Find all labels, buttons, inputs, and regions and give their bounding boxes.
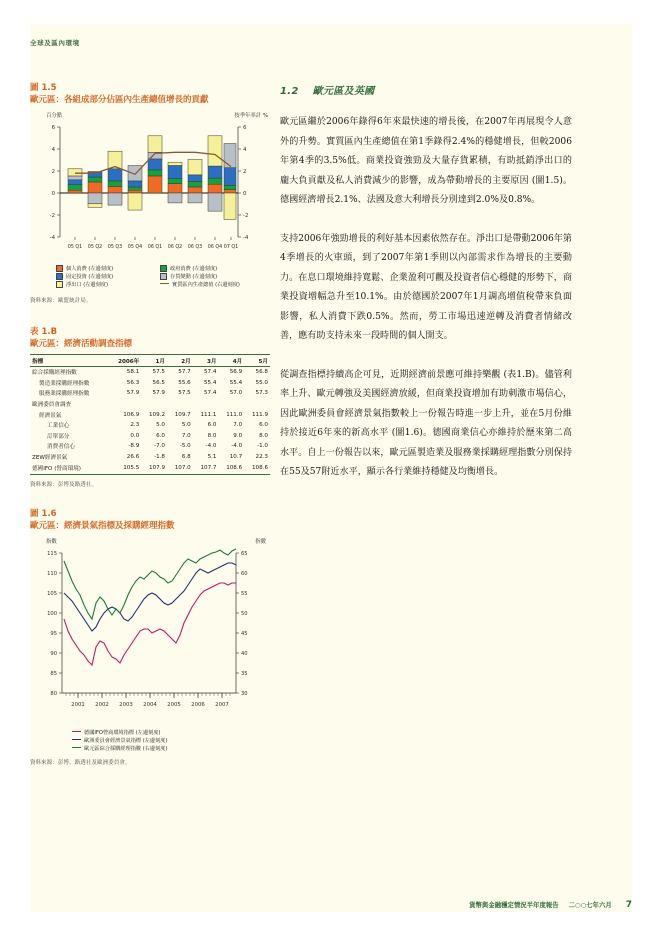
cell: 57.9 xyxy=(126,390,140,397)
legend-swatch-real-gdp xyxy=(160,283,169,284)
svg-text:0: 0 xyxy=(51,190,55,197)
legend-label-government-consumption: 政府消費 (左邊刻度) xyxy=(170,265,218,272)
figure-1-6-title: 歐元區：經濟景氣指標及採購經理指數 xyxy=(30,521,175,532)
figure-1-6-number: 圖 1.6 xyxy=(30,509,57,520)
table-header-row xyxy=(30,355,270,367)
footer-date: 二○○七年六月 xyxy=(568,901,612,909)
figure-1-6-left-axis-label: 指數 xyxy=(46,538,57,545)
cell: 6.0 xyxy=(259,422,268,429)
page-number: 7 xyxy=(625,900,632,910)
cell: 57.4 xyxy=(204,369,217,376)
figure-1-6-source: 資料來源：彭博、路透社及歐洲委員會。 xyxy=(30,759,131,766)
cell: 57.7 xyxy=(178,369,191,376)
legend-item-esi xyxy=(72,737,168,744)
table-col-feb: 2月 xyxy=(167,355,193,367)
table-1-b-number: 表 1.B xyxy=(30,326,58,337)
cell: 8.0 xyxy=(207,432,217,439)
cell: 107.7 xyxy=(193,462,219,474)
paragraph-1: 歐元區繼於2006年錄得6年來最快速的增長後，在2007年再展現令人意外的升勢。實質區內生產總值在第1季錄得2.4%的穩健增長，但較2006年第4季的3.5%低。商業投資強勁及大量存貨累積，有助抵銷淨出口的龐大負貢獻及私人消費減少的影響，成為帶動增長的主要原因 (圖1.5)。德國經濟增長2.1%、法國及意大利增長分別達到2.0%及0.8%。 xyxy=(280,117,572,205)
figure-1-6-block xyxy=(30,508,270,766)
cell: 8.0 xyxy=(259,432,268,439)
figure-1-5-svg xyxy=(30,119,270,259)
legend-swatch-net-exports xyxy=(56,281,63,288)
cell: 109.7 xyxy=(174,411,191,418)
cell: 111.1 xyxy=(200,411,217,418)
svg-text:100: 100 xyxy=(47,610,57,617)
svg-text:2: 2 xyxy=(243,168,247,175)
cell: 107.0 xyxy=(167,462,193,474)
cell xyxy=(167,399,193,410)
cell: 7.0 xyxy=(181,432,191,439)
legend-item-government-consumption xyxy=(160,265,217,272)
table-1-b-title: 歐元區：經濟活動調查指標 xyxy=(30,338,133,349)
cell: -1.0 xyxy=(257,443,268,450)
cell: 111.0 xyxy=(226,411,243,418)
row-label: 綜合採購經理指數 xyxy=(32,370,77,377)
table-1-b xyxy=(30,354,270,475)
table-col-may: 5月 xyxy=(244,355,270,367)
figure-1-5-chart xyxy=(30,111,270,261)
svg-text:60: 60 xyxy=(241,570,248,577)
figure-1-6-pmi-line xyxy=(64,549,236,619)
svg-text:65: 65 xyxy=(241,550,248,557)
svg-text:35: 35 xyxy=(241,670,248,677)
legend-swatch-fixed-investment xyxy=(56,273,63,280)
legend-swatch-inventory-change xyxy=(160,273,167,280)
section-number: 1.2 xyxy=(280,86,299,97)
cell: -1.8 xyxy=(154,454,165,461)
svg-text:6: 6 xyxy=(243,124,247,131)
svg-text:05 Q3: 05 Q3 xyxy=(107,244,123,250)
legend-item-net-exports xyxy=(56,281,108,288)
figure-1-5-source: 資料來源：歐盟統計局。 xyxy=(30,297,92,304)
cell: 111.9 xyxy=(251,411,268,418)
cell: 56.9 xyxy=(229,369,243,376)
legend-item-private-consumption xyxy=(56,265,113,272)
table-row xyxy=(30,399,270,410)
legend-item-ifo xyxy=(72,729,161,736)
svg-text:06 Q3: 06 Q3 xyxy=(187,244,203,250)
figure-1-5-number: 圖 1.5 xyxy=(30,83,57,93)
table-row xyxy=(30,409,270,420)
cell: 0.0 xyxy=(130,432,140,439)
legend-item-inventory-change xyxy=(160,273,217,280)
svg-text:2007: 2007 xyxy=(215,701,229,708)
svg-text:115: 115 xyxy=(47,550,57,557)
table-row xyxy=(30,462,270,474)
row-label: 經濟景氣 xyxy=(39,412,62,419)
legend-swatch-private-consumption xyxy=(56,265,63,272)
cell: 57.9 xyxy=(152,390,165,397)
svg-text:80: 80 xyxy=(50,690,57,697)
svg-text:105: 105 xyxy=(47,590,57,597)
svg-text:40: 40 xyxy=(241,650,248,657)
svg-text:2006: 2006 xyxy=(191,701,205,708)
cell: 55.6 xyxy=(178,379,191,386)
figure-1-5-right-axis-label: 按季年率計 % xyxy=(234,112,268,119)
table-col-jan: 1月 xyxy=(141,355,167,367)
svg-text:55: 55 xyxy=(241,590,248,597)
svg-text:45: 45 xyxy=(241,630,248,637)
legend-label-pmi: 歐元區綜合採購經理指數 (右邊刻度) xyxy=(84,745,168,752)
cell: 57.4 xyxy=(204,390,217,397)
table-col-mar: 3月 xyxy=(193,355,219,367)
table-row xyxy=(30,420,270,431)
cell: 9.0 xyxy=(233,432,243,439)
svg-text:07 Q1: 07 Q1 xyxy=(223,244,239,250)
legend-label-ifo: 德國IFO營商環境指標 (左邊刻度) xyxy=(84,729,161,736)
legend-label-esi: 歐洲委員會經濟景氣指標 (左邊刻度) xyxy=(84,737,168,744)
legend-label-real-gdp: 實質區內生產總值 (右邊刻度) xyxy=(172,281,240,288)
svg-text:2005: 2005 xyxy=(167,701,181,708)
figure-1-6-svg xyxy=(30,545,270,725)
row-label: 訂單部分 xyxy=(47,433,70,440)
svg-text:2001: 2001 xyxy=(71,701,85,708)
section-title: 歐元區及英國 xyxy=(312,86,375,97)
svg-text:05 Q4: 05 Q4 xyxy=(127,244,143,250)
cell: -4.0 xyxy=(205,443,217,450)
cell: 56.8 xyxy=(255,369,268,376)
figure-1-5-legend xyxy=(30,265,270,291)
paragraph-3: 從調查指標持續高企可見，近期經濟前景應可維持樂觀 (表1.B)。儘管利率上升、歐元轉強及美國經濟放緩，但商業投資增加有助刺激市場信心，因此歐洲委員會經濟景氣指數較上一份報告時進一步上升，並在5月份維持於接近6年來的新高水平 (圖1.6)。德國商業信心亦維持於歷來第二高水平。自上一份報告以來，歐元區製造業及服務業採購經理指數分別保持在55及57附近水平，顯示各行業維持穩健及均衡增長。 xyxy=(280,369,572,477)
svg-text:6: 6 xyxy=(51,124,55,131)
cell: 6.0 xyxy=(207,422,217,429)
svg-text:06 Q1: 06 Q1 xyxy=(147,244,163,250)
cell: 56.3 xyxy=(126,379,140,386)
legend-swatch-esi xyxy=(72,739,81,740)
svg-text:90: 90 xyxy=(50,650,57,657)
table-col-2006: 2006年 xyxy=(109,355,141,367)
right-column xyxy=(280,82,572,502)
cell: 105.5 xyxy=(109,462,141,474)
svg-text:50: 50 xyxy=(241,610,248,617)
svg-text:4: 4 xyxy=(243,146,247,153)
cell: 7.0 xyxy=(233,422,243,429)
svg-text:05 Q1: 05 Q1 xyxy=(67,244,83,250)
cell: -8.9 xyxy=(128,443,140,450)
svg-text:95: 95 xyxy=(50,630,57,637)
legend-item-real-gdp xyxy=(160,281,240,288)
svg-text:110: 110 xyxy=(47,570,57,577)
cell: 109.2 xyxy=(148,411,165,418)
left-column xyxy=(30,82,270,766)
figure-1-5-block xyxy=(30,82,270,304)
legend-label-net-exports: 淨出口 (左邊刻度) xyxy=(66,281,109,288)
svg-text:2002: 2002 xyxy=(95,701,109,708)
svg-text:06 Q4: 06 Q4 xyxy=(207,244,223,250)
legend-swatch-ifo xyxy=(72,731,81,732)
section-heading xyxy=(280,82,572,97)
cell: 55.0 xyxy=(255,379,268,386)
legend-item-fixed-investment xyxy=(56,273,113,280)
cell: 6.8 xyxy=(181,454,191,461)
cell: 108.6 xyxy=(244,462,270,474)
cell: 57.5 xyxy=(178,390,191,397)
cell: 5.0 xyxy=(156,422,165,429)
cell: -5.0 xyxy=(179,443,191,450)
row-label: 消費者信心 xyxy=(47,444,75,451)
row-label: 工業信心 xyxy=(47,423,70,430)
legend-label-inventory-change: 存貨變動 (左邊刻度) xyxy=(170,273,218,280)
svg-text:-4: -4 xyxy=(243,234,249,241)
cell xyxy=(193,399,219,410)
cell: 2.3 xyxy=(130,422,140,429)
table-col-indicator: 指標 xyxy=(30,355,109,367)
cell: 106.9 xyxy=(123,411,140,418)
page-footer xyxy=(0,900,632,910)
figure-1-6-right-axis-label: 指數 xyxy=(255,538,266,545)
svg-text:0: 0 xyxy=(243,190,247,197)
cell: 57.3 xyxy=(255,390,268,397)
cell: -7.0 xyxy=(154,443,165,450)
svg-text:-4: -4 xyxy=(49,234,55,241)
table-row xyxy=(30,367,270,378)
cell: 5.1 xyxy=(207,454,217,461)
table-row xyxy=(30,441,270,452)
running-head: 全球及區內環境 xyxy=(30,39,80,47)
legend-label-fixed-investment: 固定投資 (左邊刻度) xyxy=(66,273,114,280)
cell: 57.5 xyxy=(152,369,165,376)
figure-1-6-legend xyxy=(30,729,270,753)
table-row xyxy=(30,431,270,442)
cell: -4.0 xyxy=(231,443,243,450)
cell: 6.0 xyxy=(156,432,165,439)
cell: 22.3 xyxy=(255,454,268,461)
svg-text:2003: 2003 xyxy=(119,701,133,708)
table-row xyxy=(30,452,270,463)
cell: 108.6 xyxy=(218,462,244,474)
table-1-b-source: 資料來源：彭博及路透社。 xyxy=(30,482,98,489)
row-label: ZEW經濟景氣 xyxy=(32,455,68,462)
svg-text:06 Q2: 06 Q2 xyxy=(167,244,183,250)
table-col-apr: 4月 xyxy=(218,355,244,367)
legend-label-private-consumption: 個人消費 (左邊刻度) xyxy=(66,265,114,272)
svg-text:-2: -2 xyxy=(49,212,55,219)
paragraph-2: 支持2006年強勁增長的利好基本因素依然存在。淨出口是帶動2006年第4季增長的火車頭，到了2007年第1季則以內部需求作為增長的主要動力。在息口環境維持寬鬆、企業盈利可觀及投資者信心穩健的形勢下，商業投資增幅急升至10.1%。由於德國於2007年1月調高增值稅帶來負面影響，私人消費下跌0.5%。然而，勞工市場迅速逆轉及消費者情緒改善，應有助支持未來一段時間的個人開支。 xyxy=(280,233,572,341)
table-row xyxy=(30,388,270,399)
figure-1-5-left-axis-label: 百分點 xyxy=(46,112,63,119)
row-label: 服務業採購經理指數 xyxy=(39,391,90,398)
cell: 5.0 xyxy=(181,422,191,429)
legend-swatch-pmi xyxy=(72,747,81,748)
cell: 10.7 xyxy=(229,454,243,461)
cell: 55.4 xyxy=(229,379,243,386)
table-row xyxy=(30,378,270,389)
figure-1-6-chart xyxy=(30,537,270,727)
cell: 55.4 xyxy=(204,379,217,386)
row-label: 製造業採購經理指數 xyxy=(39,380,90,387)
svg-text:-2: -2 xyxy=(243,212,249,219)
cell xyxy=(244,399,270,410)
row-label: 德國IFO (營商環境) xyxy=(30,462,109,474)
legend-swatch-government-consumption xyxy=(160,265,167,272)
cell: 107.9 xyxy=(141,462,167,474)
cell xyxy=(141,399,167,410)
cell: 57.0 xyxy=(229,390,243,397)
table-1-b-block xyxy=(30,326,270,489)
legend-item-pmi xyxy=(72,745,168,752)
svg-text:30: 30 xyxy=(241,690,248,697)
footer-report-title: 貨幣與金融穩定情況半年度報告 xyxy=(469,901,559,909)
cell xyxy=(218,399,244,410)
cell: 58.1 xyxy=(126,369,140,376)
row-label: 歐洲委員會調查 xyxy=(32,402,72,409)
cell: 26.6 xyxy=(126,454,140,461)
cell xyxy=(109,399,141,410)
svg-text:85: 85 xyxy=(50,670,57,677)
figure-1-6-ifo-line xyxy=(64,583,236,665)
svg-text:2: 2 xyxy=(51,168,55,175)
cell: 56.5 xyxy=(152,379,165,386)
svg-text:05 Q2: 05 Q2 xyxy=(87,244,103,250)
svg-text:4: 4 xyxy=(51,146,55,153)
figure-1-5-title: 歐元區：各組成部分佔區內生產總值增長的貢獻 xyxy=(30,95,209,105)
svg-text:2004: 2004 xyxy=(143,701,157,708)
